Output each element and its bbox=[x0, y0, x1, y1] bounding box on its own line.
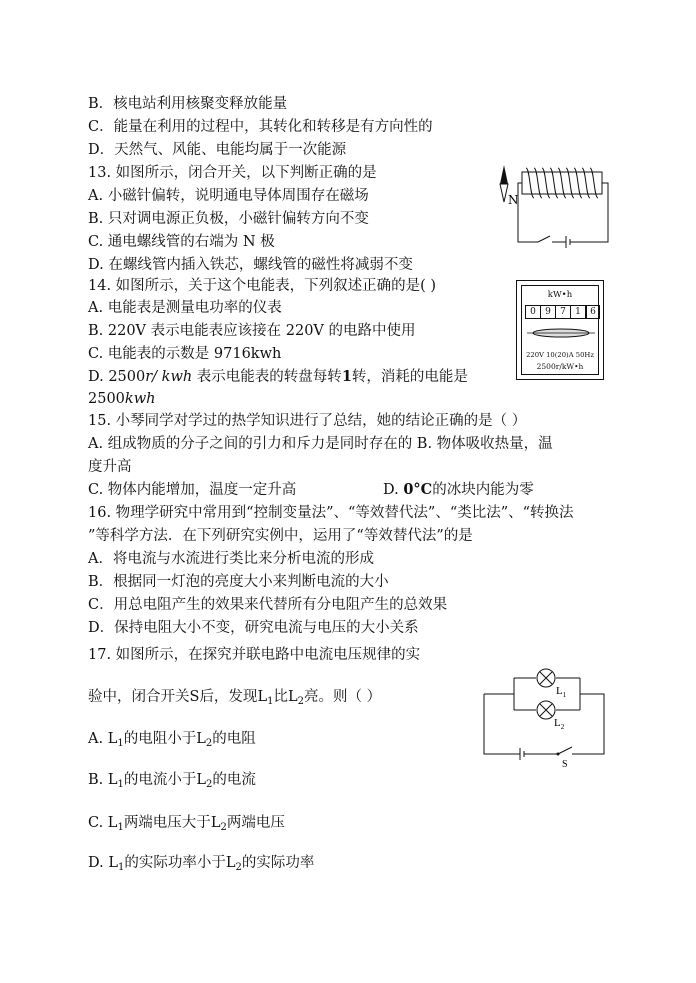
option-c-energy: C．能量在利用的过程中，其转化和转移是有方向性的 bbox=[88, 119, 433, 135]
battery-icon bbox=[520, 748, 524, 760]
q16-option-b: B．根据同一灯泡的亮度大小来判断电流的大小 bbox=[88, 574, 389, 590]
meter-digits bbox=[525, 305, 600, 319]
q15-option-c: C. 物体内能增加，温度一定升高 bbox=[88, 482, 297, 498]
lamp-l1-icon bbox=[537, 669, 555, 687]
compass-label: N bbox=[508, 193, 519, 207]
q13-stem: 13. 如图所示，闭合开关，以下判断正确的是 bbox=[88, 165, 377, 181]
q16-option-d: D．保持电阻大小不变，研究电流与电压的大小关系 bbox=[88, 620, 419, 636]
q15-option-ab: A. 组成物质的分子之间的引力和斥力是同时存在的 B. 物体吸收热量，温 bbox=[88, 436, 553, 452]
q17-option-b: B. $L_1$的电流小于$L_2$的电流 bbox=[88, 772, 256, 790]
q14-option-d: D. 2500r/ kwh 表示电能表的转盘每转1转，消耗的电能是 bbox=[88, 368, 468, 385]
compass-needle-icon bbox=[500, 165, 508, 202]
switch-label: S bbox=[562, 759, 568, 768]
q17-option-d: D. $L_1$的实际功率小于$L_2$的实际功率 bbox=[88, 855, 315, 873]
meter-digit: 7 bbox=[555, 305, 571, 319]
q16-stem-cont: ”等科学方法．在下列研究实例中，运用了“等效替代法”的是 bbox=[88, 528, 473, 544]
q15-option-d: D. 0°C的冰块内能为零 bbox=[383, 481, 534, 498]
meter-digit: 1 bbox=[570, 305, 586, 319]
parallel-circuit-figure bbox=[480, 664, 610, 768]
electricity-meter-figure bbox=[516, 280, 604, 380]
meter-digit-decimal: 6 bbox=[585, 305, 600, 319]
option-d-primary: D．天然气、风能、电能均属于一次能源 bbox=[88, 142, 347, 158]
lamp-l2-label: $L_2$ bbox=[554, 717, 565, 731]
meter-unit-label: kW•h bbox=[547, 290, 573, 300]
q16-option-a: A．将电流与水流进行类比来分析电流的形成 bbox=[88, 551, 374, 567]
meter-disc-icon bbox=[525, 325, 597, 341]
q17-option-c: C. $L_1$两端电压大于$L_2$两端电压 bbox=[88, 815, 285, 833]
q15-option-b-cont: 度升高 bbox=[88, 459, 132, 475]
q14-option-a: A. 电能表是测量电功率的仪表 bbox=[88, 300, 282, 316]
switch-icon bbox=[538, 236, 550, 242]
q17-stem: 17. 如图所示，在探究并联电路中电流电压规律的实 bbox=[88, 647, 421, 663]
lamp-l2-icon bbox=[537, 701, 555, 719]
q13-option-c: C. 通电螺线管的右端为 N 极 bbox=[88, 234, 275, 250]
q13-option-b: B. 只对调电源正负极，小磁针偏转方向不变 bbox=[88, 211, 369, 227]
lamp-l1-label: $L_1$ bbox=[556, 685, 567, 699]
q16-option-c: C．用总电阻产生的效果来代替所有分电阻产生的总效果 bbox=[88, 597, 448, 613]
meter-rating: 220V 10(20)A 50Hz bbox=[526, 351, 594, 359]
q17-stem-cont: 验中，闭合开关S后，发现$L_1$比$L_2$亮。则（ ） bbox=[88, 689, 382, 707]
q13-option-d: D. 在螺线管内插入铁芯，螺线管的磁性将减弱不变 bbox=[88, 257, 413, 273]
meter-digit: 0 bbox=[525, 305, 541, 319]
q14-stem: 14. 如图所示，关于这个电能表，下列叙述正确的是( ) bbox=[88, 278, 437, 294]
q13-option-a: A. 小磁针偏转，说明通电导体周围存在磁场 bbox=[88, 188, 369, 204]
q16-stem: 16. 物理学研究中常用到“控制变量法”、“等效替代法”、“类比法”、“转换法 bbox=[88, 505, 574, 521]
q15-stem: 15. 小琴同学对学过的热学知识进行了总结，她的结论正确的是（ ） bbox=[88, 413, 527, 429]
solenoid-figure bbox=[490, 160, 620, 252]
q14-option-b: B. 220V 表示电能表应该接在 220V 的电路中使用 bbox=[88, 323, 416, 339]
q14-option-c: C. 电能表的示数是 9716kwh bbox=[88, 346, 282, 362]
meter-digit: 9 bbox=[540, 305, 556, 319]
option-b-nuclear: B．核电站利用核聚变释放能量 bbox=[88, 96, 288, 112]
switch-s-icon bbox=[557, 747, 573, 756]
meter-constant: 2500r/kW•h bbox=[536, 362, 584, 371]
q14-option-d-cont: 2500kwh bbox=[88, 391, 156, 407]
q17-option-a: A. $L_1$的电阻小于$L_2$的电阻 bbox=[88, 731, 256, 749]
wire-left bbox=[518, 183, 538, 242]
